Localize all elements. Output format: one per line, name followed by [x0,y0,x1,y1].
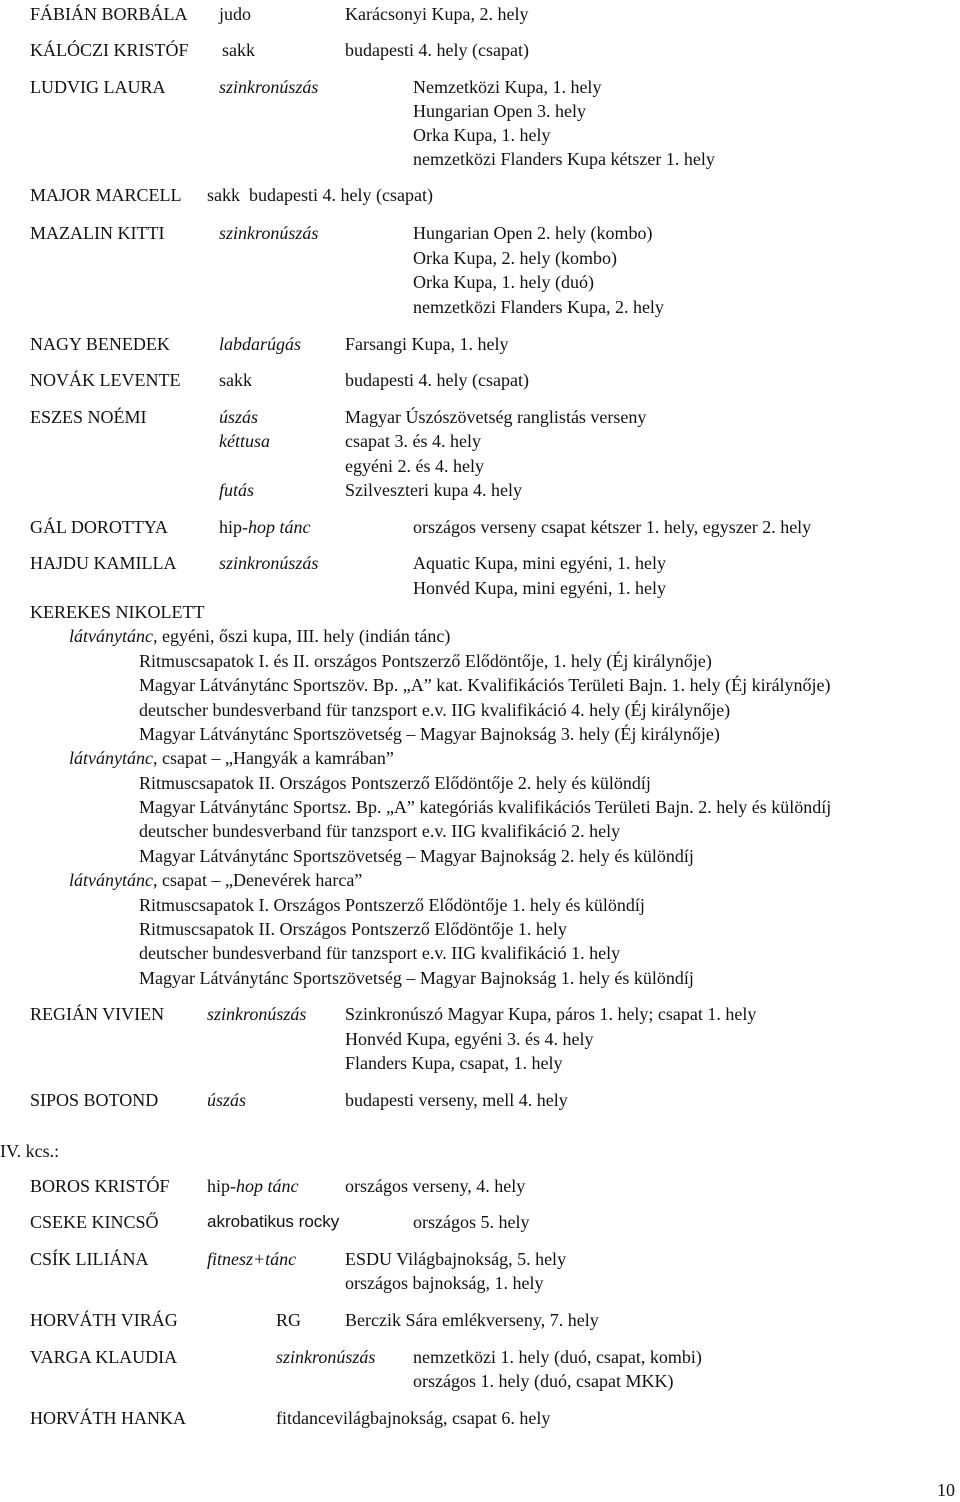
text-line: látványtánc, csapat – „Denevérek harca” [69,870,363,890]
text-italic-part: látványtánc [69,870,153,890]
text-line: Honvéd Kupa, egyéni 3. és 4. hely [345,1029,594,1049]
text-line: FÁBIÁN BORBÁLA [30,4,188,24]
text-line: nemzetközi Flanders Kupa kétszer 1. hely [413,149,715,169]
text-line: ESDU Világbajnokság, 5. hely [345,1249,567,1269]
text-line: budapesti 4. hely (csapat) [345,370,529,390]
text-line: látványtánc, csapat – „Hangyák a kamrában” [69,748,394,768]
text-line: Magyar Látványtánc Sportsz. Bp. „A” kategóriás kvalifikációs Területi Bajn. 2. hely és különdíj [139,797,832,817]
text-line: Orka Kupa, 1. hely [413,125,551,145]
text-line: Ritmuscsapatok II. Országos Pontszerző Elődöntője 2. hely és különdíj [139,773,651,793]
text-line: Magyar Úszószövetség ranglistás verseny [345,407,647,427]
text-line: akrobatikus rocky [207,1212,340,1231]
text-line: MAZALIN KITTI [30,223,165,243]
text-line: Magyar Látványtánc Sportszövetség – Magyar Bajnokság 2. hely és különdíj [139,846,694,866]
text-line: KEREKES NIKOLETT [30,602,205,622]
text-line: Ritmuscsapatok I. Országos Pontszerző Elődöntője 1. hely és különdíj [139,895,645,915]
text-line: Karácsonyi Kupa, 2. hely [345,4,529,24]
text-line: szinkronúszás [276,1347,376,1367]
text-line: NAGY BENEDEK [30,334,170,354]
text-line: CSEKE KINCSŐ [30,1212,159,1232]
text-italic-part: hop tánc [248,517,311,537]
text-line: GÁL DOROTTYA [30,517,168,537]
text-line: Szinkronúszó Magyar Kupa, páros 1. hely; csapat 1. hely [345,1004,757,1024]
text-line: Ritmuscsapatok II. Országos Pontszerző Elődöntője 1. hely [139,919,567,939]
text-line: szinkronúszás [219,223,319,243]
text-line: ESZES NOÉMI [30,407,147,427]
text-line: RG [276,1310,302,1330]
text-line: úszás [219,407,259,427]
text-line: hip-hop tánc [207,1176,299,1196]
text-line: szinkronúszás [219,77,319,97]
text-line: IV. kcs.: [0,1141,60,1161]
text-line: futás [219,480,255,500]
text-line: sakk [219,370,252,390]
text-line: Flanders Kupa, csapat, 1. hely [345,1053,563,1073]
text-line: Hungarian Open 3. hely [413,101,586,121]
text-line: VARGA KLAUDIA [30,1347,178,1367]
text-line: országos verseny csapat kétszer 1. hely, egyszer 2. hely [413,517,812,537]
text-line: szinkronúszás [219,553,319,573]
text-line: nemzetközi 1. hely (duó, csapat, kombi) [413,1347,702,1367]
text-line: HAJDU KAMILLA [30,553,177,573]
text-line: csapat 3. és 4. hely [345,431,481,451]
text-line: nemzetközi Flanders Kupa, 2. hely [413,297,664,317]
text-line: látványtánc, egyéni, őszi kupa, III. hely (indián tánc) [69,626,451,646]
text-line: sakk [207,185,240,205]
text-line: NOVÁK LEVENTE [30,370,181,390]
text-line: sakk [222,40,255,60]
text-line: deutscher bundesverband für tanzsport e.v. IIG kvalifikáció 1. hely [139,943,621,963]
text-line: CSÍK LILIÁNA [30,1249,149,1269]
text-line: budapesti 4. hely (csapat) [345,40,529,60]
text-line: Ritmuscsapatok I. és II. országos Pontszerző Elődöntője, 1. hely (Éj királynője) [139,651,712,671]
text-line: Magyar Látványtánc Sportszövetség – Magyar Bajnokság 3. hely (Éj királynője) [139,724,720,744]
text-italic-part: hop tánc [236,1176,299,1196]
text-line: budapesti 4. hely (csapat) [249,185,433,205]
text-line: Honvéd Kupa, mini egyéni, 1. hely [413,578,666,598]
text-line: országos verseny, 4. hely [345,1176,526,1196]
text-line: egyéni 2. és 4. hely [345,456,484,476]
text-italic-part: látványtánc, [69,626,158,646]
text-line: országos 5. hely [413,1212,530,1232]
text-line: kéttusa [219,431,270,451]
text-line: fitdancevilágbajnokság, csapat 6. hely [276,1408,551,1428]
page-number: 10 [937,1480,955,1500]
text-line: hip-hop tánc [219,517,311,537]
text-line: deutscher bundesverband für tanzsport e.v. IIG kvalifikáció 2. hely [139,821,621,841]
text-line: országos 1. hely (duó, csapat MKK) [413,1371,674,1391]
text-line: Szilveszteri kupa 4. hely [345,480,522,500]
text-line: judo [219,4,252,24]
text-line: Nemzetközi Kupa, 1. hely [413,77,602,97]
text-line: fitnesz+tánc [207,1249,297,1269]
text-line: SIPOS BOTOND [30,1090,159,1110]
text-line: REGIÁN VIVIEN [30,1004,165,1024]
text-line: LUDVIG LAURA [30,77,166,97]
text-line: szinkronúszás [207,1004,307,1024]
text-line: Hungarian Open 2. hely (kombo) [413,223,653,243]
text-line: Magyar Látványtánc Sportszöv. Bp. „A” kat. Kvalifikációs Területi Bajn. 1. hely (Éj királynője) [139,675,831,695]
text-line: Farsangi Kupa, 1. hely [345,334,509,354]
text-italic-part: látványtánc [69,748,153,768]
text-line: Berczik Sára emlékverseny, 7. hely [345,1310,599,1330]
text-line: KÁLÓCZI KRISTÓF [30,40,189,60]
text-line: országos bajnokság, 1. hely [345,1273,544,1293]
text-line: MAJOR MARCELL [30,185,182,205]
text-line: BOROS KRISTÓF [30,1176,170,1196]
text-line: HORVÁTH VIRÁG [30,1310,178,1330]
text-line: Aquatic Kupa, mini egyéni, 1. hely [413,553,666,573]
text-line: Orka Kupa, 1. hely (duó) [413,272,594,292]
text-line: Magyar Látványtánc Sportszövetség – Magyar Bajnokság 1. hely és különdíj [139,968,694,988]
text-line: budapesti verseny, mell 4. hely [345,1090,568,1110]
text-line: deutscher bundesverband für tanzsport e.v. IIG kvalifikáció 4. hely (Éj királynője) [139,700,731,720]
text-line: Orka Kupa, 2. hely (kombo) [413,248,617,268]
text-line: labdarúgás [219,334,302,354]
text-line: HORVÁTH HANKA [30,1408,187,1428]
text-line: úszás [207,1090,247,1110]
